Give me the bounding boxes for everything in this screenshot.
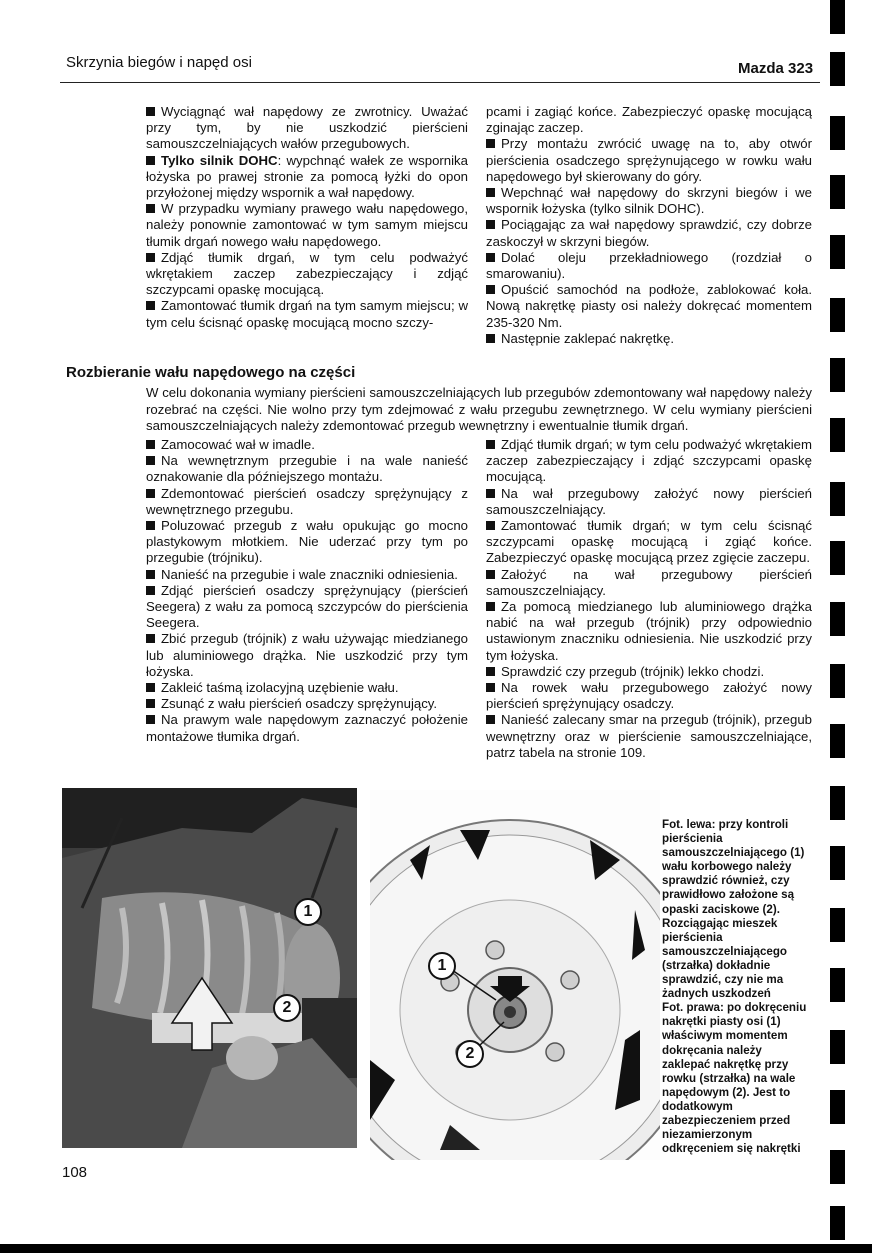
top-right-column <box>486 104 812 347</box>
bottom-edge-bar <box>0 1244 872 1253</box>
instruction-text: Przy montażu zwrócić uwagę na to, aby otwór pierścienia osadczego sprężynującego w rowku wału napędowego był skierowany do góry. <box>486 136 812 184</box>
bullet-square-icon <box>486 570 495 579</box>
header-rule <box>60 82 820 83</box>
instruction-text: Sprawdzić czy przegub (trójnik) lekko chodzi. <box>501 663 765 679</box>
top-left-column <box>146 104 468 331</box>
instruction-text: W przypadku wymiany prawego wału napędowego, należy ponownie zamontować w tym samym miejscu tłumik drgań nowego wału napędowego. <box>146 201 468 249</box>
bullet-square-icon <box>146 521 155 530</box>
bullet-square-icon <box>146 440 155 449</box>
instruction-text: Na rowek wału przegubowego założyć nowy pierścień sprężynujący osadczy. <box>486 680 812 712</box>
caption-right: Fot. prawa: po dokręceniu nakrętki piasty osi (1) właściwym momentem dokręcania należy zaklepać nakrętkę przy rowku (strzałka) na wale napędowym (2). Jest to dodatkowym zabezpieczeniem przed niezamierzonym odkręceniem się nakrętki <box>662 1001 807 1156</box>
bullet-square-icon <box>486 253 495 262</box>
bullet-square-icon <box>146 586 155 595</box>
instruction-paragraph <box>146 153 468 202</box>
edge-marker <box>830 846 845 880</box>
edge-marker <box>830 235 845 269</box>
edge-marker <box>830 1090 845 1124</box>
edge-marker <box>830 116 845 150</box>
instruction-paragraph <box>486 250 812 282</box>
instruction-text: Dolać oleju przekładniowego (rozdział o smarowaniu). <box>486 249 812 282</box>
bullet-square-icon <box>146 107 155 116</box>
instruction-text: Pociągając za wał napędowy sprawdzić, czy dobrze zaskoczył w skrzyni biegów. <box>486 217 812 249</box>
instruction-paragraph <box>486 136 812 185</box>
bullet-square-icon <box>486 667 495 676</box>
wheel-hub-photo-drawing <box>370 790 660 1160</box>
bullet-square-icon <box>486 715 495 724</box>
instruction-paragraph <box>486 567 812 599</box>
instruction-paragraph <box>146 486 468 518</box>
edge-marker <box>830 968 845 1002</box>
bullet-square-icon <box>146 570 155 579</box>
edge-marker <box>830 482 845 516</box>
bullet-square-icon <box>486 521 495 530</box>
instruction-paragraph <box>146 437 468 453</box>
edge-marker <box>830 908 845 942</box>
instruction-text: Wepchnąć wał napędowy do skrzyni biegów i we wspornik łożyska (tylko silnik DOHC). <box>486 185 812 217</box>
callout-label: 2 <box>282 999 292 1016</box>
instruction-paragraph <box>486 104 812 136</box>
instruction-paragraph <box>146 250 468 299</box>
bullet-square-icon <box>146 204 155 213</box>
edge-marker <box>830 418 845 452</box>
running-header-model: Mazda 323 <box>738 60 814 77</box>
instruction-paragraph <box>146 518 468 567</box>
mid-left-column <box>146 437 468 745</box>
page-number: 108 <box>62 1164 88 1181</box>
edge-marker <box>830 298 845 332</box>
instruction-text: Na wał przegubowy założyć nowy pierścień samouszczelniający. <box>486 485 812 517</box>
edge-marker <box>830 602 845 636</box>
drive-shaft-photo-drawing <box>62 788 357 1148</box>
instruction-paragraph <box>486 217 812 249</box>
bullet-square-icon <box>146 683 155 692</box>
bullet-square-icon <box>146 634 155 643</box>
bullet-square-icon <box>486 188 495 197</box>
bullet-square-icon <box>146 253 155 262</box>
callout-2-left <box>273 994 301 1022</box>
bullet-square-icon <box>486 602 495 611</box>
instruction-paragraph <box>486 331 812 347</box>
instruction-paragraph <box>486 437 812 486</box>
running-header-section: Skrzynia biegów i napęd osi <box>66 54 252 71</box>
edge-marker <box>830 358 845 392</box>
callout-label: 1 <box>437 957 447 974</box>
bullet-square-icon <box>486 285 495 294</box>
mid-right-column <box>486 437 812 761</box>
edge-marker <box>830 0 845 34</box>
edge-marker <box>830 786 845 820</box>
bullet-square-icon <box>146 456 155 465</box>
instruction-text: Zsunąć z wału pierścień osadczy sprężynujący. <box>161 696 438 712</box>
instruction-paragraph <box>486 664 812 680</box>
edge-marker <box>830 724 845 758</box>
instruction-text: Założyć na wał przegubowy pierścień samouszczelniający. <box>486 566 812 598</box>
instruction-text: Zakleić taśmą izolacyjną uzębienie wału. <box>161 680 399 696</box>
instruction-paragraph <box>146 104 468 153</box>
edge-marker <box>830 1206 845 1240</box>
instruction-paragraph <box>146 680 468 696</box>
instruction-text: Wyciągnąć wał napędowy ze zwrotnicy. Uważać przy tym, by nie uszkodzić pierścieni samouszczelniających wałów przegubowych. <box>146 104 468 152</box>
callout-label: 2 <box>465 1045 475 1062</box>
callout-1-left <box>294 898 322 926</box>
instruction-text: Zdjąć tłumik drgań, w tym celu podważyć wkrętakiem zaczep zabezpieczający i zdjąć szczypcami opaskę mocującą. <box>146 249 468 298</box>
instruction-paragraph <box>146 453 468 485</box>
instruction-paragraph <box>146 201 468 250</box>
instruction-text: Następnie zaklepać nakrętkę. <box>501 330 675 346</box>
bullet-square-icon <box>486 683 495 692</box>
bullet-square-icon <box>146 715 155 724</box>
bullet-square-icon <box>146 489 155 498</box>
section-title: Rozbieranie wału napędowego na części <box>66 364 356 381</box>
instruction-text: Zbić przegub (trójnik) z wału używając miedzianego lub aluminiowego drążka. Nie uszkodzić przy tym łożyska. <box>146 631 468 679</box>
instruction-text: Zamocować wał w imadle. <box>161 437 315 452</box>
instruction-paragraph <box>146 298 468 330</box>
bullet-square-icon <box>146 156 155 165</box>
edge-marker <box>830 1030 845 1064</box>
bullet-square-icon <box>486 334 495 343</box>
instruction-text: Zdemontować pierścień osadczy sprężynujący z wewnętrznego przegubu. <box>146 485 468 517</box>
caption-left: Fot. lewa: przy kontroli pierścienia samouszczelniającego (1) wału korbowego należy sprawdzić również, czy prawidłowo założone są opaski zaciskowe (2). Rozciągając mieszek pierścienia samouszczelniającego (strzałka) dokładnie sprawdzić, czy nie ma żadnych uszkodzeń <box>662 818 805 1001</box>
edge-marker <box>830 541 845 575</box>
callout-2-right <box>456 1040 484 1068</box>
instruction-paragraph <box>486 185 812 217</box>
instruction-paragraph <box>146 583 468 632</box>
instruction-text: Zdjąć tłumik drgań; w tym celu podważyć wkrętakiem zaczep zabezpieczający i zdjąć szczypcami opaskę mocującą. <box>486 437 812 485</box>
callout-label: 1 <box>303 903 313 920</box>
instruction-paragraph <box>146 712 468 744</box>
bold-lead: Tylko silnik DOHC <box>161 152 278 168</box>
instruction-paragraph <box>486 518 812 567</box>
instruction-text: : wypchnąć wałek ze wspornika łożyska po prawej stronie za pomocą łyżki do opon przyłożonej między wspornik a wał napędowy. <box>146 152 468 201</box>
instruction-text: pcami i zagiąć końce. Zabezpieczyć opaskę mocującą zginając zaczep. <box>486 104 812 136</box>
instruction-text: Za pomocą miedzianego lub aluminiowego drążka nabić na wał przegub (trójnik) przy odpowiednio ustawionym znaczniku odniesienia. Nie uszkodzić przy tym łożyska. <box>486 599 812 663</box>
bullet-square-icon <box>486 139 495 148</box>
instruction-text: Zamontować tłumik drgań; w tym celu ścisnąć szczypcami opaskę mocującą i zgiąć końce. Zabezpieczyć opaskę mocującą przez zgięcie zaczepu. <box>486 518 812 566</box>
intro-paragraph: W celu dokonania wymiany pierścieni samouszczelniających lub przegubów zdemontowany wał napędowy należy rozebrać na części. Nie wolno przy tym zdejmować z wału przegubu zewnętrznego. W celu wymiany pierścieni samouszczelniających należy zdemontować przegub wewnętrzny i ewentualnie tłumik drgań. <box>146 385 812 433</box>
instruction-paragraph <box>486 282 812 331</box>
instruction-text: Na prawym wale napędowym zaznaczyć położenie montażowe tłumika drgań. <box>146 712 468 744</box>
instruction-paragraph <box>486 486 812 518</box>
edge-marker <box>830 175 845 209</box>
instruction-text: Zamontować tłumik drgań na tym samym miejscu; w tym celu ścisnąć opaskę mocującą mocno szczy- <box>146 298 468 330</box>
callout-1-right <box>428 952 456 980</box>
instruction-text: Opuścić samochód na podłoże, zablokować koła. Nową nakrętkę piasty osi należy dokręcać momentem 235-320 Nm. <box>486 282 812 330</box>
bullet-square-icon <box>146 301 155 310</box>
bullet-square-icon <box>486 489 495 498</box>
section-intro <box>146 385 812 435</box>
edge-marker <box>830 1150 845 1184</box>
photo-drive-shaft-boot <box>62 788 357 1148</box>
instruction-paragraph <box>146 631 468 680</box>
instruction-text: Poluzować przegub z wału opukując go mocno plastykowym młotkiem. Nie uderzać przy tym po przegubie (trójniku). <box>146 518 468 566</box>
instruction-paragraph <box>486 680 812 712</box>
instruction-text: Nanieść zalecany smar na przegub (trójnik), przegub wewnętrzny oraz w pierścienie samouszczelniające, patrz tabela na stronie 109. <box>486 712 812 760</box>
instruction-text: Zdjąć pierścień osadczy sprężynujący (pierścień Seegera) z wału za pomocą szczypców do pierścienia Seegera. <box>146 582 468 631</box>
instruction-paragraph <box>486 599 812 664</box>
instruction-paragraph <box>146 567 468 583</box>
instruction-paragraph <box>486 712 812 761</box>
bullet-square-icon <box>486 220 495 229</box>
bullet-square-icon <box>146 699 155 708</box>
instruction-text: Na wewnętrznym przegubie i na wale nanieść oznakowanie dla późniejszego montażu. <box>146 453 468 485</box>
edge-marker <box>830 664 845 698</box>
bullet-square-icon <box>486 440 495 449</box>
photo-caption <box>662 818 812 1156</box>
photo-wheel-hub <box>370 790 660 1160</box>
edge-marker <box>830 52 845 86</box>
instruction-paragraph <box>146 696 468 712</box>
instruction-text: Nanieść na przegubie i wale znaczniki odniesienia. <box>161 566 458 582</box>
